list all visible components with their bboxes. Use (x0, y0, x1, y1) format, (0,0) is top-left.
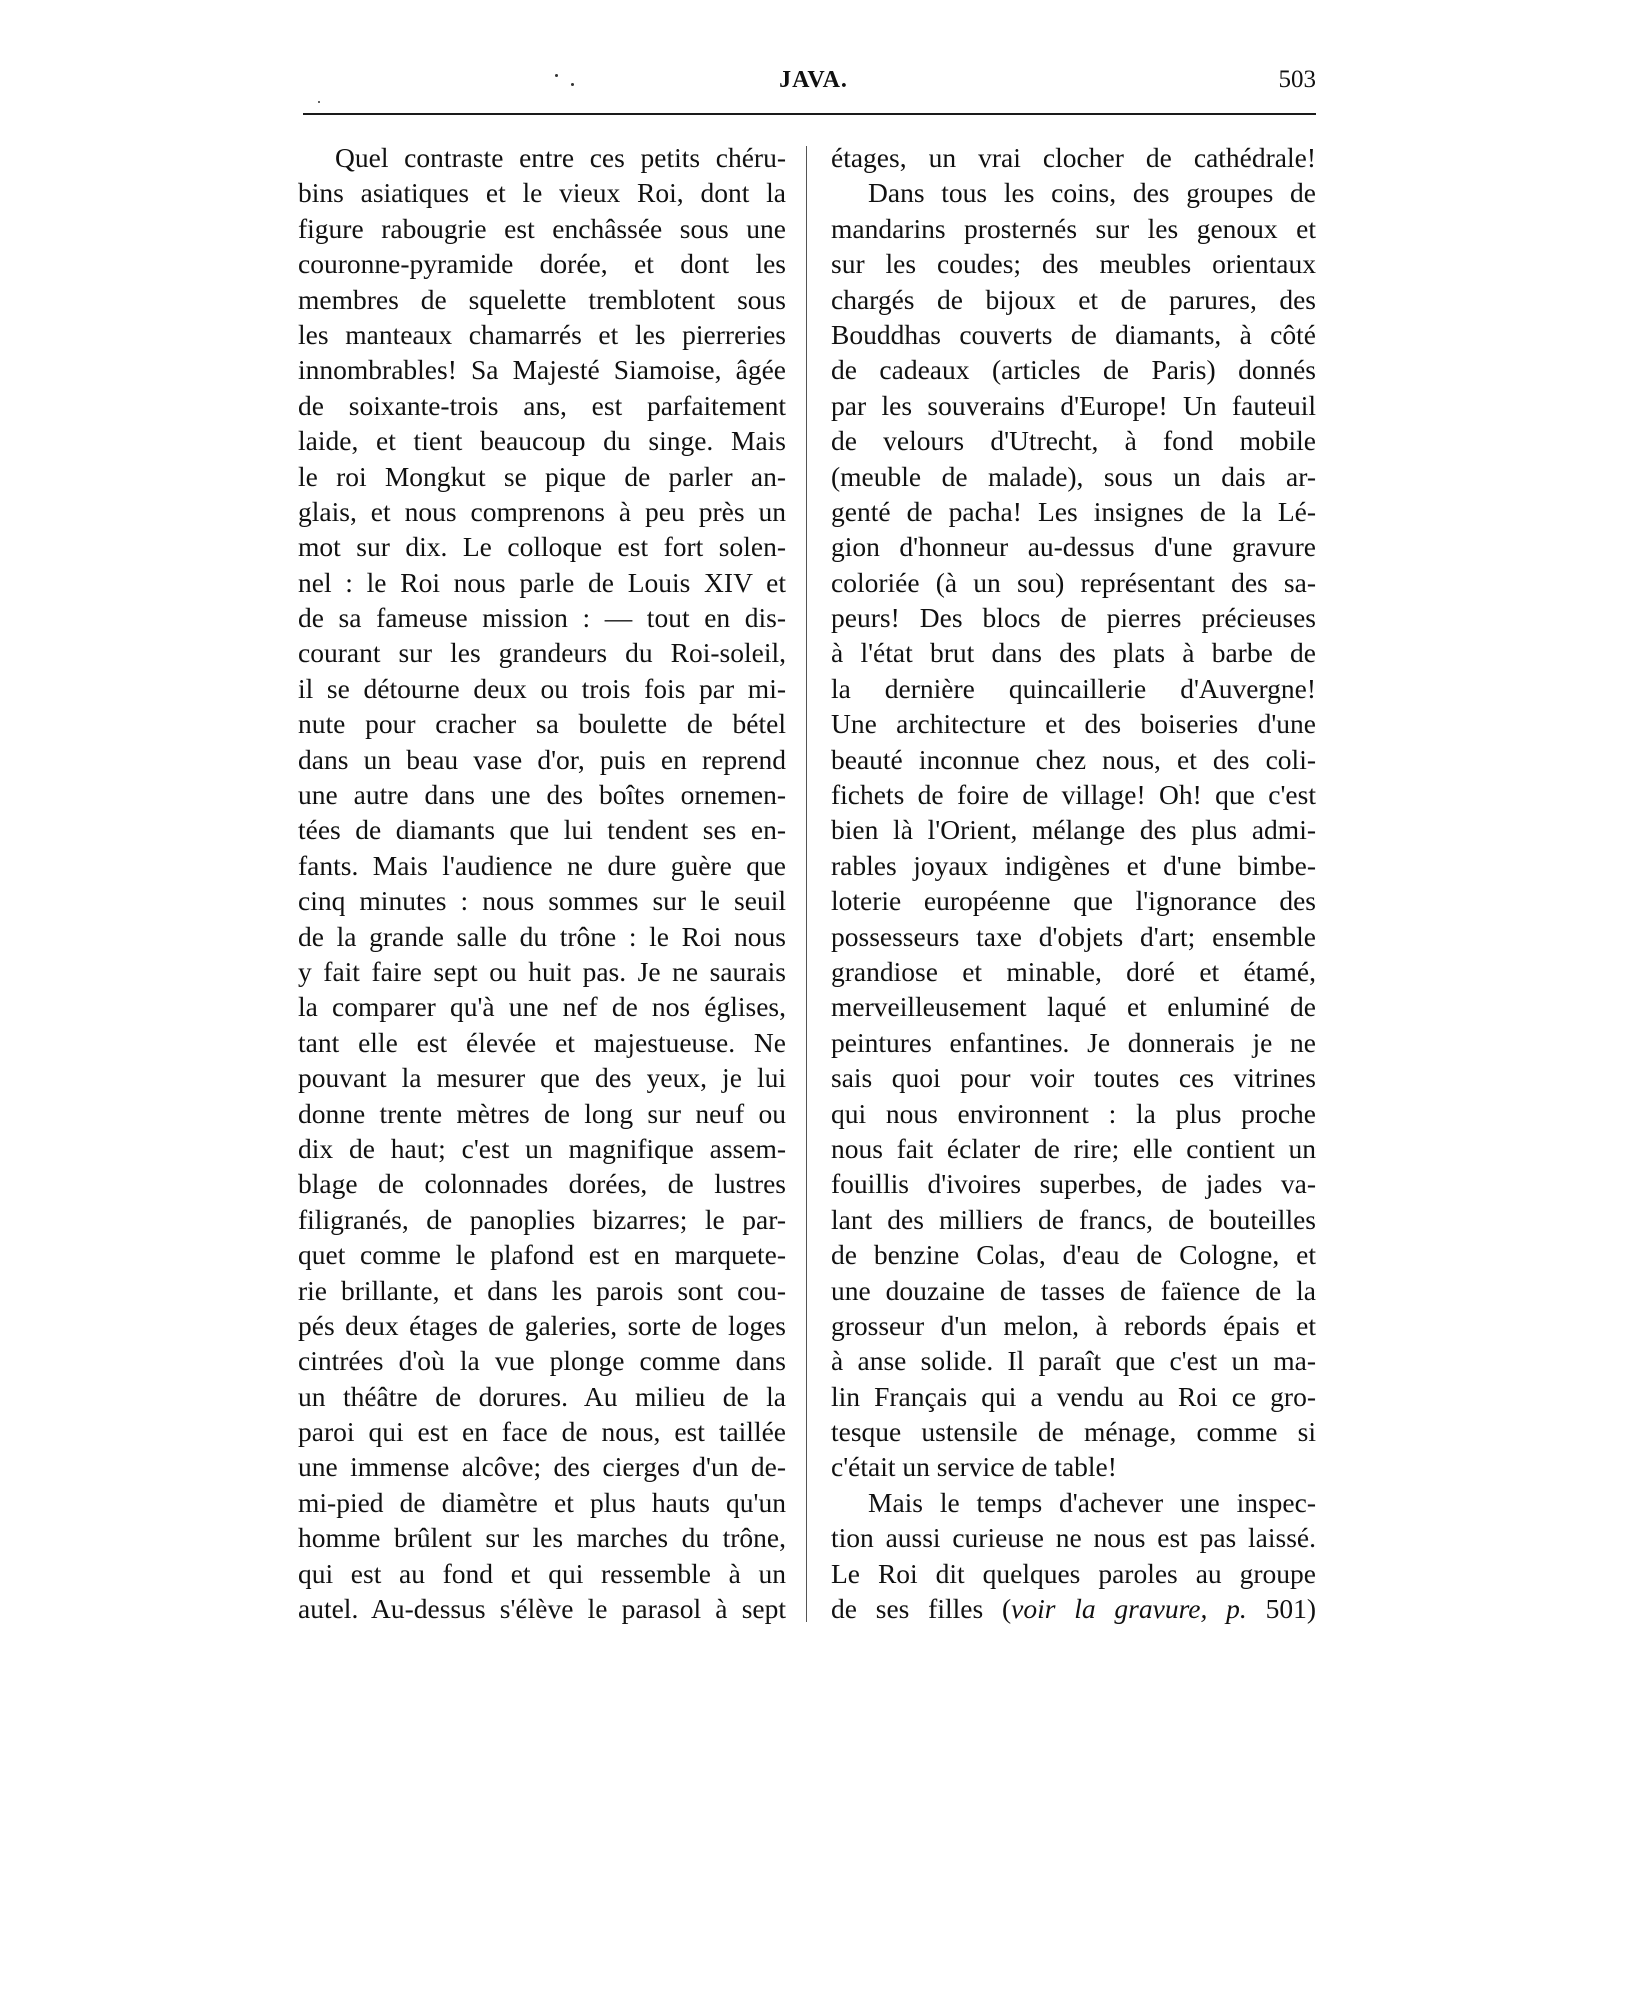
text-line: de cadeaux (articles de Paris) donnés (831, 354, 1316, 386)
text-line: autel. Au-dessus s'élève le parasol à sept (298, 1593, 786, 1625)
column-divider (806, 146, 807, 1622)
text-line: nute pour cracher sa boulette de bétel (298, 708, 786, 740)
text-line: quet comme le plafond est en marquete- (298, 1239, 786, 1271)
text-line: la comparer qu'à une nef de nos églises, (298, 991, 786, 1023)
text-line: paroi qui est en face de nous, est taillée (298, 1416, 786, 1448)
text-line: beauté inconnue chez nous, et des coli- (831, 743, 1316, 775)
text-line: homme brûlent sur les marches du trône, (298, 1522, 786, 1554)
text-line: lant des milliers de francs, de bouteilles (831, 1203, 1316, 1235)
text-line: Bouddhas couverts de diamants, à côté (831, 318, 1316, 350)
text-line: cintrées d'où la vue plonge comme dans (298, 1345, 786, 1377)
text-line: donne trente mètres de long sur neuf ou (298, 1097, 786, 1129)
text-line: pouvant la mesurer que des yeux, je lui (298, 1062, 786, 1094)
text-line: filigranés, de panoplies bizarres; le par- (298, 1203, 786, 1235)
print-speck (571, 83, 574, 86)
text-line: à anse solide. Il paraît que c'est un ma- (831, 1345, 1316, 1377)
text-line: glais, et nous comprenons à peu près un (298, 495, 786, 527)
right-column (831, 140, 1316, 1626)
text-line: de velours d'Utrecht, à fond mobile (831, 425, 1316, 457)
header-rule (303, 113, 1316, 115)
text-line: blage de colonnades dorées, de lustres (298, 1168, 786, 1200)
text-line: Dans tous les coins, des groupes de (868, 177, 1316, 209)
text-line: innombrables! Sa Majesté Siamoise, âgée (298, 354, 786, 386)
text-line: Mais le temps d'achever une inspec- (868, 1486, 1316, 1518)
text-line: mot sur dix. Le colloque est fort solen- (298, 531, 786, 563)
text-line: genté de pacha! Les insignes de la Lé- (831, 495, 1316, 527)
text-line: tant elle est élevée et majestueuse. Ne (298, 1026, 786, 1058)
text-line: il se détourne deux ou trois fois par mi- (298, 672, 786, 704)
text-line: Une architecture et des boiseries d'une (831, 708, 1316, 740)
figure-reference: voir la gravure, p. (1011, 1593, 1247, 1625)
text-line: lin Français qui a vendu au Roi ce gro- (831, 1380, 1316, 1412)
text-line: figure rabougrie est enchâssée sous une (298, 212, 786, 244)
text-line: fants. Mais l'audience ne dure guère que (298, 849, 786, 881)
text-line: grosseur d'un melon, à rebords épais et (831, 1309, 1316, 1341)
text-line: étages, un vrai clocher de cathédrale! (831, 142, 1316, 173)
text-line: mandarins prosternés sur les genoux et (831, 212, 1316, 244)
text-line: merveilleusement laqué et enluminé de (831, 991, 1316, 1023)
text-line: rables joyaux indigènes et d'une bimbe- (831, 849, 1316, 881)
text-line: par les souverains d'Europe! Un fauteuil (831, 389, 1316, 421)
text-line: pés deux étages de galeries, sorte de loges (298, 1309, 786, 1341)
print-speck (318, 101, 320, 103)
text-line: gion d'honneur au-dessus d'une gravure (831, 531, 1316, 563)
text-line: tées de diamants que lui tendent ses en- (298, 814, 786, 846)
text-line: chargés de bijoux et de parures, des (831, 283, 1316, 315)
text-line: bins asiatiques et le vieux Roi, dont la (298, 177, 786, 209)
text-line: tion aussi curieuse ne nous est pas laissé. (831, 1522, 1316, 1554)
text-line: dix de haut; c'est un magnifique assem- (298, 1132, 786, 1164)
text-fragment: de ses filles ( (831, 1593, 1012, 1625)
text-line: une immense alcôve; des cierges d'un de- (298, 1451, 786, 1483)
text-line (831, 1591, 1316, 1626)
text-line: à l'état brut dans des plats à barbe de (831, 637, 1316, 669)
text-line: loterie européenne que l'ignorance des (831, 885, 1316, 917)
text-line: sais quoi pour voir toutes ces vitrines (831, 1062, 1316, 1094)
text-line: la dernière quincaillerie d'Auvergne! (831, 672, 1316, 704)
text-line: dans un beau vase d'or, puis en reprend (298, 743, 786, 775)
left-column (298, 140, 786, 1626)
text-line: bien là l'Orient, mélange des plus admi- (831, 814, 1316, 846)
running-title: JAVA. (779, 67, 848, 93)
text-line: de sa fameuse mission : — tout en dis- (298, 602, 786, 634)
text-line: fichets de foire de village! Oh! que c'est (831, 779, 1316, 811)
text-line: Le Roi dit quelques paroles au groupe (831, 1557, 1316, 1589)
text-line: peurs! Des blocs de pierres précieuses (831, 602, 1316, 634)
text-line: une douzaine de tasses de faïence de la (831, 1274, 1316, 1306)
text-line: c'était un service de table! (831, 1451, 1117, 1483)
text-line: grandiose et minable, doré et étamé, (831, 955, 1316, 987)
running-head (303, 62, 1316, 98)
text-line: qui est au fond et qui ressemble à un (298, 1557, 786, 1589)
text-line: possesseurs taxe d'objets d'art; ensemble (831, 920, 1316, 952)
text-line: laide, et tient beaucoup du singe. Mais (298, 425, 786, 457)
page-reference-number: 501) (1246, 1593, 1316, 1625)
print-speck (555, 74, 558, 77)
text-line: coloriée (à un sou) représentant des sa- (831, 566, 1316, 598)
text-line: peintures enfantines. Je donnerais je ne (831, 1026, 1316, 1058)
text-line: mi-pied de diamètre et plus hauts qu'un (298, 1486, 786, 1518)
text-line: le roi Mongkut se pique de parler an- (298, 460, 786, 492)
text-line: les manteaux chamarrés et les pierreries (298, 318, 786, 350)
text-line: une autre dans une des boîtes ornemen- (298, 779, 786, 811)
text-line: qui nous environnent : la plus proche (831, 1097, 1316, 1129)
text-line: de soixante-trois ans, est parfaitement (298, 389, 786, 421)
text-line: rie brillante, et dans les parois sont cou- (298, 1274, 786, 1306)
text-line: membres de squelette tremblotent sous (298, 283, 786, 315)
text-line: nel : le Roi nous parle de Louis XIV et (298, 566, 786, 598)
text-line: un théâtre de dorures. Au milieu de la (298, 1380, 786, 1412)
text-line: sur les coudes; des meubles orientaux (831, 248, 1316, 280)
text-line: (meuble de malade), sous un dais ar- (831, 460, 1316, 492)
text-line: fouillis d'ivoires superbes, de jades va- (831, 1168, 1316, 1200)
text-line: de benzine Colas, d'eau de Cologne, et (831, 1239, 1316, 1271)
text-line: tesque ustensile de ménage, comme si (831, 1416, 1316, 1448)
text-line: y fait faire sept ou huit pas. Je ne saurais (298, 955, 786, 987)
text-line: Quel contraste entre ces petits chéru- (335, 142, 786, 173)
text-line: courant sur les grandeurs du Roi-soleil, (298, 637, 786, 669)
text-line: cinq minutes : nous sommes sur le seuil (298, 885, 786, 917)
text-line: couronne-pyramide dorée, et dont les (298, 248, 786, 280)
text-line: de la grande salle du trône : le Roi nous (298, 920, 786, 952)
page-number: 503 (1278, 66, 1316, 93)
text-line: nous fait éclater de rire; elle contient un (831, 1132, 1316, 1164)
